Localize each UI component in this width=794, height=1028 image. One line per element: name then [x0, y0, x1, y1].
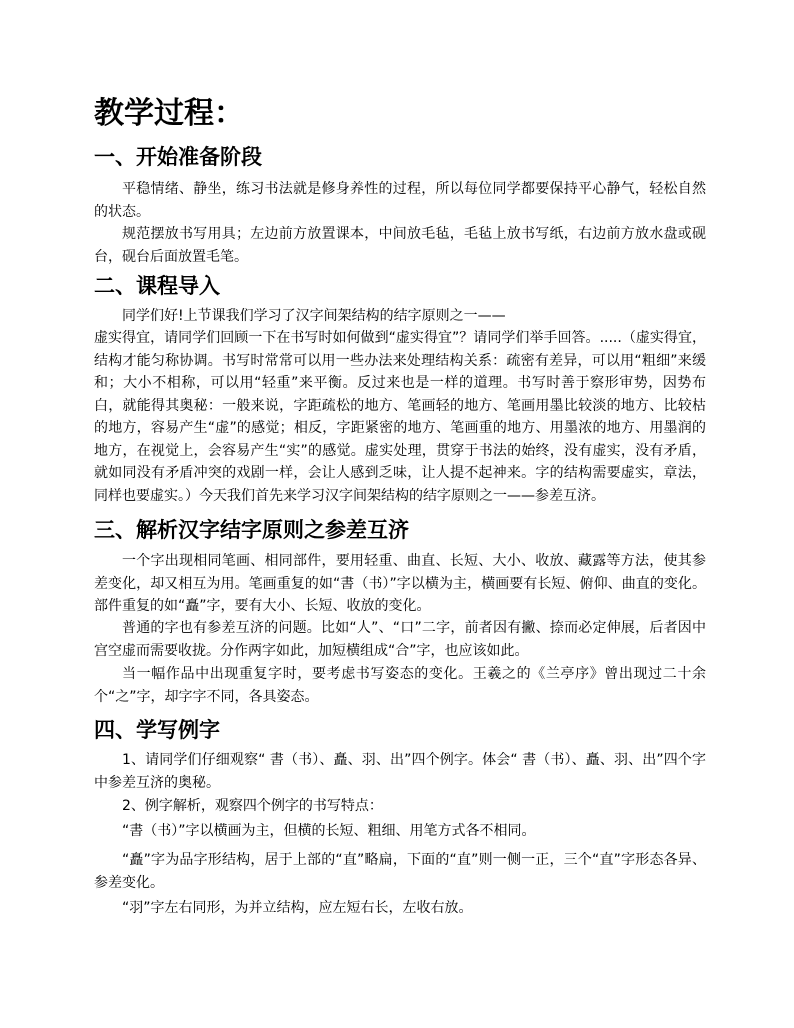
- paragraph-tools: 规范摆放书写用具；左边前方放置课本，中间放毛毡，毛毡上放书写纸，右边前方放水盘或砚台，砚台后面放置毛笔。: [94, 226, 706, 265]
- paragraph-examples-1: 1、请同学们仔细观察“ 書（书）、矗、羽、出”四个例字。体会“ 書（书）、矗、羽、出”四个字中参差互济的奥秘。: [94, 752, 706, 791]
- paragraph-principle-3: 当一幅作品中出现重复字时，要考虑书写姿态的变化。王羲之的《兰亭序》曾出现过二十余个“之”字，却字字不同，各具姿态。: [94, 666, 706, 705]
- paragraph-examples-5: “羽”字左右同形，为并立结构，应左短右长，左收右放。: [122, 900, 473, 916]
- paragraph-principle-1: 一个字出现相同笔画、相同部件，要用轻重、曲直、长短、大小、收放、藏露等方法，使其参差变化，却又相互为用。笔画重复的如“書（书）”字以横为主，横画要有长短、俯仰、曲直的变化。部件重复的如“矗”字，要有大小、长短、收放的变化。: [94, 553, 706, 614]
- section-heading-principle: 三、解析汉字结字原则之参差互济: [94, 517, 409, 542]
- paragraph-examples-3: “書（书）”字以横画为主，但横的长短、粗细、用笔方式各不相同。: [122, 823, 536, 839]
- section-heading-intro: 二、课程导入: [94, 273, 220, 298]
- paragraph-calm: 平稳情绪、静坐，练习书法就是修身养性的过程，所以每位同学都要保持平心静气，轻松自然的状态。: [94, 181, 706, 220]
- paragraph-review: 虚实得宜，请同学们回顾一下在书写时如何做到“虚实得宜”？请同学们举手回答。.....（虚实得宜，结构才能匀称协调。书写时常常可以用一些办法来处理结构关系：疏密有差异，可以用“粗细”来缓和；大小不相称，可以用“轻重”来平衡。反过来也是一样的道理。书写时善于察形审势，因势布白，就能得其奥秘：一般来说，字距疏松的地方、笔画轻的地方、笔画用墨比较淡的地方、比较枯的地方，容易产生“虚”的感觉；相反，字距紧密的地方、笔画重的地方、用墨浓的地方、用墨润的地方，在视觉上，会容易产生“实”的感觉。虚实处理，贯穿于书法的始终，没有虚实，没有矛盾，就如同没有矛盾冲突的戏剧一样，会让人感到乏味，让人提不起神来。字的结构需要虚实，章法，同样也要虚实。）今天我们首先来学习汉字间架结构的结字原则之一——参差互济。: [94, 330, 706, 504]
- page-title: 教学过程：: [94, 96, 244, 131]
- section-heading-start: 一、开始准备阶段: [94, 144, 262, 169]
- paragraph-examples-2: 2、例字解析，观察四个例字的书写特点：: [122, 798, 383, 814]
- paragraph-greeting: 同学们好!上节课我们学习了汉字间架结构的结字原则之一——: [122, 308, 506, 324]
- section-heading-examples: 四、学写例字: [94, 717, 220, 742]
- paragraph-examples-4: “矗”字为品字形结构，居于上部的“直”略扁，下面的“直”则一侧一正，三个“直”字形态各异、参差变化。: [94, 852, 706, 891]
- paragraph-principle-2: 普通的字也有参差互济的问题。比如“人”、“口”二字，前者因有撇、捺而必定伸展，后者因中宫空虚而需要收拢。分作两字如此，加短横组成“合”字，也应该如此。: [94, 620, 706, 659]
